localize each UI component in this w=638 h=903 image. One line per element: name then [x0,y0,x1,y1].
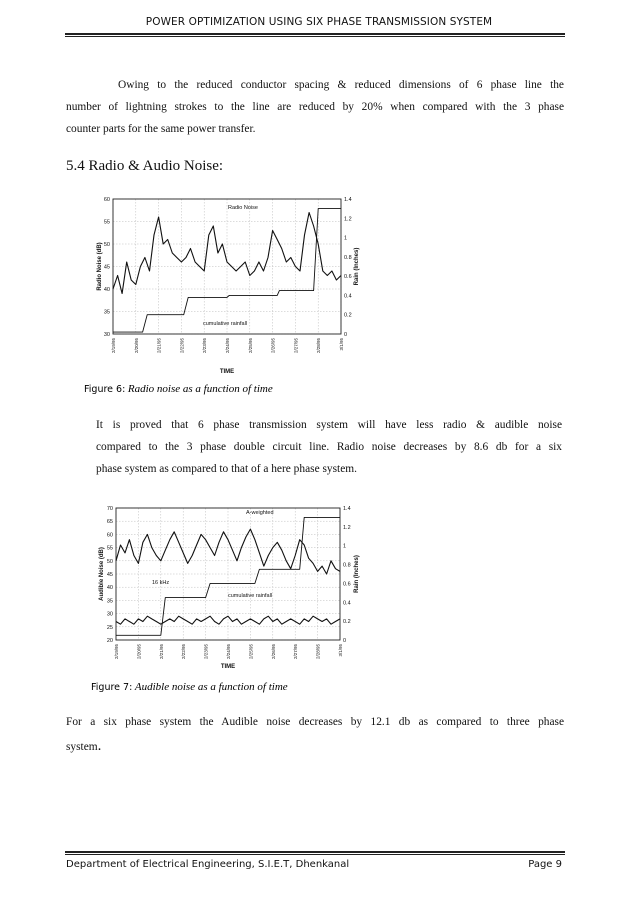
x-tick-label: 2/23/95 [203,644,209,660]
figure-caption-6 [84,383,273,395]
x-tick-label: 2/27/95 [293,338,299,354]
x-tick-label: 2/25/95 [248,644,254,660]
y-tick-label: 50 [103,242,110,248]
y2-tick-label: 0.4 [344,293,352,300]
x-tick-label: 2/26/95 [270,644,276,660]
y2-tick-label: 0 [343,638,347,644]
y2-tick-label: 1 [344,235,348,242]
x-tick-label: 3/1/95 [338,644,343,657]
caption-label: Figure 6: [84,384,126,395]
caption-text: Audible noise as a function of time [134,681,288,693]
paragraph-lightning [66,74,564,140]
y2-tick-label: 0.8 [344,254,352,261]
text-line: Owing to the reduced conductor spacing & reduced dimensions of 6 phase line the [118,79,564,91]
x-tick-label: 2/28/95 [316,338,322,354]
audible-noise-chart [96,500,368,670]
y2-axis-label: Rain (Inches) [354,555,360,593]
y2-tick-label: 1.4 [344,197,352,203]
x-tick-label: 2/26/95 [270,338,276,354]
footer-department: Department of Electrical Engineering, S.I.E.T, Dhenkanal [66,859,350,870]
y-tick-label: 45 [106,572,113,578]
section-heading: 5.4 Radio & Audio Noise: [66,158,224,174]
x-axis-label: TIME [220,664,236,670]
text-line: counter parts for the same power transfer. [66,123,256,135]
caption-label: Figure 7: [91,682,133,693]
y-tick-label: 60 [103,197,110,203]
y-axis-label: Audible Noise (dB) [99,547,105,601]
chart-annotation: Radio Noise [228,205,258,211]
paragraph-audible-noise [66,710,564,759]
x-tick-label: 2/19/95 [114,644,119,660]
x-tick-label: 2/28/95 [315,644,321,660]
y-tick-label: 25 [106,624,113,631]
y2-tick-label: 1.4 [343,506,351,512]
text-line: It is proved that 6 phase transmission system will have less radio & audible noise [96,419,562,431]
y2-tick-label: 1 [343,543,347,550]
text-line [66,734,564,759]
footer-rule-thin [65,854,565,855]
y-tick-label: 35 [106,598,113,605]
y2-tick-label: 1.2 [343,524,351,531]
y-tick-label: 50 [106,558,113,565]
x-tick-label: 2/22/95 [179,338,185,354]
y-tick-label: 40 [103,287,110,293]
y-tick-label: 60 [106,532,113,539]
y2-axis-label: Rain (Inches) [354,247,360,286]
chart-annotation: cumulative rainfall [203,321,248,327]
y-tick-label: 30 [106,611,113,618]
y2-tick-label: 0.4 [343,600,351,607]
chart-annotation: cumulative rainfall [228,593,273,599]
y2-tick-label: 0.6 [344,274,352,281]
x-tick-label: 2/27/95 [293,644,299,660]
x-tick-label: 2/20/95 [136,644,142,660]
caption-text: Radio noise as a function of time [127,383,273,395]
x-tick-label: 2/25/95 [247,338,253,354]
y2-tick-label: 0.2 [344,312,352,319]
y-tick-label: 20 [106,638,113,644]
x-tick-label: 2/20/95 [133,338,139,354]
footer-rule [65,851,565,853]
chart-annotation: 16 kHz [152,580,170,586]
x-tick-label: 2/21/95 [158,644,164,660]
x-tick-label: 3/1/95 [339,338,344,351]
x-tick-label: 2/24/95 [225,338,230,354]
y-tick-label: 40 [106,585,113,592]
y-tick-label: 70 [106,506,113,512]
x-tick-label: 2/22/95 [181,644,187,660]
x-tick-label: 2/23/95 [202,338,208,354]
y-tick-label: 65 [106,519,113,526]
header-rule [65,33,565,35]
y-axis-label: Radio Noise (dB) [97,242,103,291]
page-number: Page 9 [528,859,562,870]
text-line: compared to the 3 phase double circuit line. Radio noise decreases by 8.6 db for a six [96,441,562,453]
radio-noise-chart [93,189,363,375]
figure-caption-7 [91,681,288,693]
x-axis-label: TIME [219,369,235,375]
y-tick-label: 55 [106,545,113,552]
text-line: phase system as compared to that of a here phase system. [96,463,357,475]
y-tick-label: 45 [103,264,110,271]
text-fragment: system [66,741,98,753]
x-tick-label: 2/21/95 [156,338,162,354]
running-header: POWER OPTIMIZATION USING SIX PHASE TRANSMISSION SYSTEM [145,16,493,28]
y2-tick-label: 0.2 [343,619,351,626]
y2-tick-label: 0 [344,332,348,338]
header-rule-thin [65,36,565,37]
x-tick-label: 2/24/95 [226,644,231,660]
sentence-period: . [97,738,102,754]
x-tick-label: 2/19/95 [111,338,116,354]
y2-tick-label: 0.8 [343,562,351,569]
text-line: number of lightning strokes to the line are reduced by 20% when compared with the 3 phase [66,101,564,113]
y-tick-label: 35 [103,309,110,316]
y-tick-label: 30 [103,332,110,338]
chart-annotation: A-weighted [246,510,274,516]
y2-tick-label: 0.6 [343,581,351,588]
y2-tick-label: 1.2 [344,216,352,223]
y-tick-label: 55 [103,219,110,226]
text-line: For a six phase system the Audible noise decreases by 12.1 db as compared to three phase [66,716,564,728]
paragraph-radio-noise [96,414,562,480]
